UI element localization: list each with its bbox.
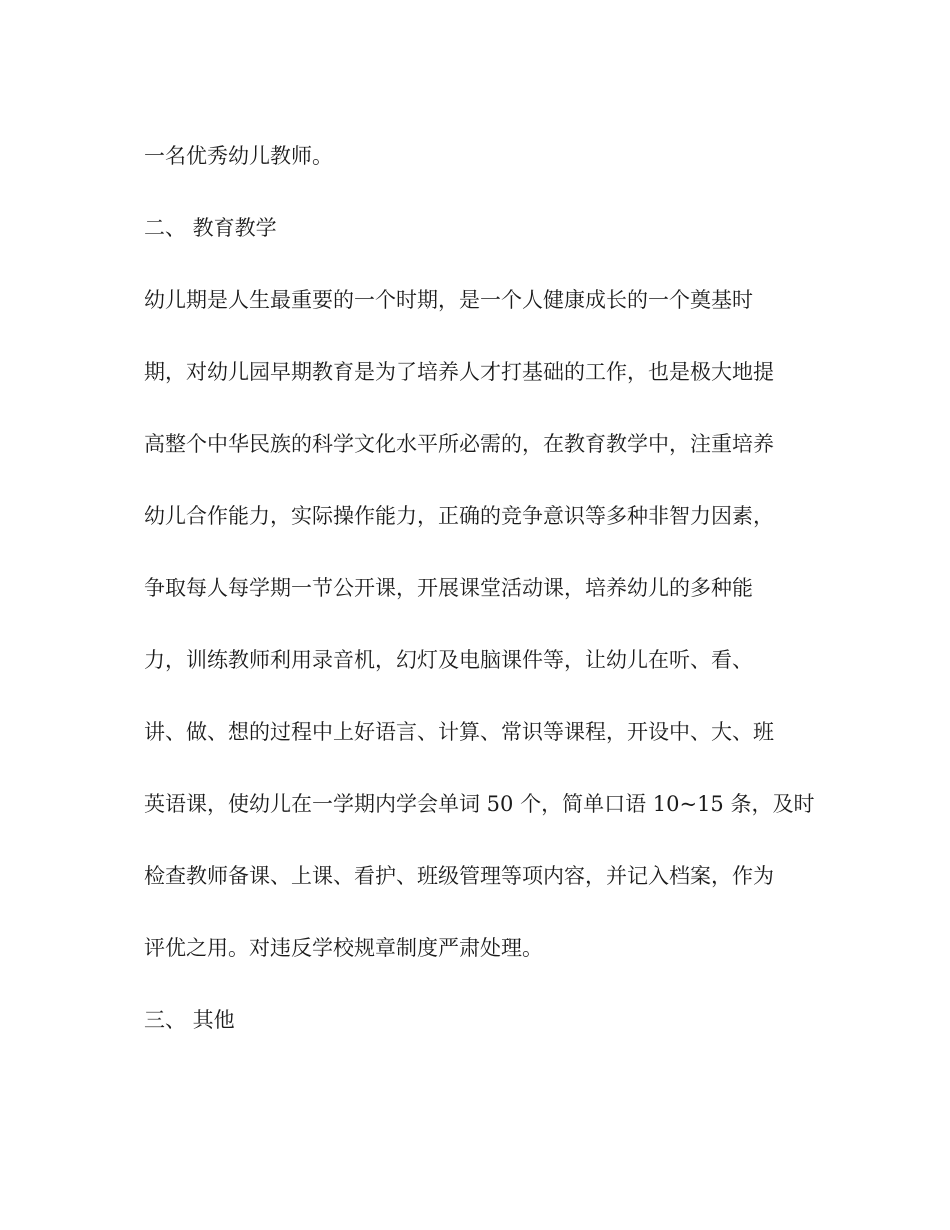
paragraph-line: 幼儿合作能力，实际操作能力，正确的竞争意识等多种非智力因素， <box>144 504 774 528</box>
paragraph-line: 力，训练教师利用录音机，幻灯及电脑课件等，让幼儿在听、看、 <box>144 648 753 672</box>
section-heading-education: 二、 教育教学 <box>144 216 277 240</box>
paragraph-line: 争取每人每学期一节公开课，开展课堂活动课，培养幼儿的多种能 <box>144 576 753 600</box>
paragraph-line: 幼儿期是人生最重要的一个时期，是一个人健康成长的一个奠基时 <box>144 288 753 312</box>
paragraph-line: 讲、做、想的过程中上好语言、计算、常识等课程，开设中、大、班 <box>144 720 774 744</box>
paragraph-line: 评优之用。对违反学校规章制度严肃处理。 <box>144 936 543 960</box>
paragraph-line: 英语课，使幼儿在一学期内学会单词 50 个，简单口语 10~15 条，及时 <box>144 792 815 816</box>
paragraph-line: 检查教师备课、上课、看护、班级管理等项内容，并记入档案，作为 <box>144 864 774 888</box>
paragraph-line-continuation: 一名优秀幼儿教师。 <box>144 144 333 168</box>
paragraph-line: 高整个中华民族的科学文化水平所必需的，在教育教学中，注重培养 <box>144 432 774 456</box>
section-heading-other: 三、 其他 <box>144 1008 235 1032</box>
paragraph-line: 期，对幼儿园早期教育是为了培养人才打基础的工作，也是极大地提 <box>144 360 774 384</box>
